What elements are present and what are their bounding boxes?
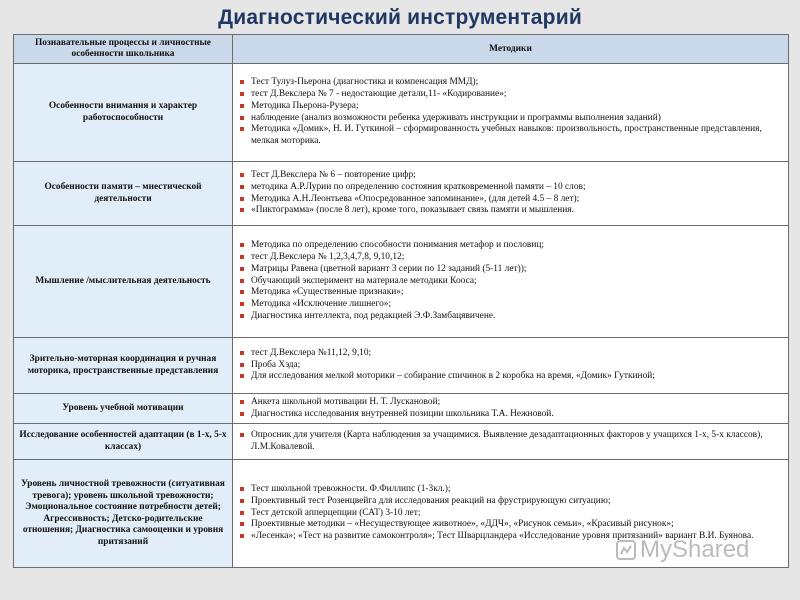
list-item: наблюдение (анализ возможности ребенка удерживать инструкции и программы выполнения заданий) — [239, 113, 784, 125]
list-item: Методика по определению способности понимания метафор и пословиц; — [239, 240, 784, 252]
page-title: Диагностический инструментарий — [218, 6, 582, 29]
myshared-logo-icon — [615, 539, 637, 561]
table-row — [14, 424, 789, 460]
table-row — [14, 226, 789, 338]
list-item: тест Д.Векслера № 7 - недостающие детали,11- «Кодирование»; — [239, 89, 784, 101]
list-item: Обучающий эксперимент на материале методики Кооса; — [239, 276, 784, 288]
list-item: методика А.Р.Лурии по определению состояния кратковременной памяти – 10 слов; — [239, 182, 784, 194]
row-methods — [233, 226, 789, 338]
table-row — [14, 162, 789, 226]
list-item: «Пиктограмма» (после 8 лет), кроме того, показывает связь памяти и мышления. — [239, 205, 784, 217]
header-methods: Методики — [233, 35, 789, 64]
header-area: Познавательные процессы и личностные особенности школьника — [14, 35, 233, 64]
list-item: Диагностика интеллекта, под редакцией Э.Ф.Замбацявичене. — [239, 311, 784, 323]
list-item: Проективный тест Розенцвейга для исследования реакций на фрустрирующую ситуацию; — [239, 496, 784, 508]
watermark-text: MyShared — [640, 536, 750, 563]
list-item: Методика «Домик», Н. И. Гуткиной – сформированность учебных навыков: произвольность, пространственные представления, мелкая моторика. — [239, 124, 784, 148]
row-area: Уровень учебной мотивации — [14, 394, 233, 424]
list-item: Тест Тулуз-Пьерона (диагностика и компенсация ММД); — [239, 77, 784, 89]
methods-table — [13, 34, 789, 568]
list-item: Опросник для учителя (Карта наблюдения за учащимися. Выявление дезадаптационных факторов у учащихся 1-х, 5-х классов), Л.М.Ковалевой. — [239, 430, 784, 454]
list-item: Тест детской апперцепции (САТ) 3-10 лет; — [239, 508, 784, 520]
list-item: тест Д.Векслера № 1,2,3,4,7,8, 9,10,12; — [239, 252, 784, 264]
list-item: тест Д.Векслера №11,12, 9,10; — [239, 348, 784, 360]
list-item: Проективные методики – «Несуществующее животное», «ДДЧ», «Рисунок семьи», «Красивый рисунок»; — [239, 519, 784, 531]
row-area: Исследование особенностей адаптации (в 1-х, 5-х классах) — [14, 424, 233, 460]
list-item: Для исследования мелкой моторики – собирание спичинок в 2 коробка на время, «Домик» Гуткиной; — [239, 371, 784, 383]
table-row — [14, 338, 789, 394]
row-area: Особенности памяти – мнестической деятельности — [14, 162, 233, 226]
row-area: Особенности внимания и характер работоспособности — [14, 64, 233, 162]
table-header-row — [14, 35, 789, 64]
row-area: Мышление /мыслительная деятельность — [14, 226, 233, 338]
list-item: «Лесенка»; «Тест на развитие самоконтроля»; Тест Шварцландера «Исследование уровня притязаний» вариант В.И. Буянова. — [239, 531, 784, 543]
list-item: Диагностика исследования внутренней позиции школьника Т.А. Нежновой. — [239, 409, 784, 421]
watermark — [615, 536, 749, 564]
list-item: Анкета школьной мотивации Н. Т. Лускановой; — [239, 397, 784, 409]
row-methods — [233, 338, 789, 394]
table-row — [14, 64, 789, 162]
list-item: Тест Д.Векслера № 6 – повторение цифр; — [239, 170, 784, 182]
list-item: Методика «Исключение лишнего»; — [239, 299, 784, 311]
list-item: Проба Хэда; — [239, 360, 784, 372]
row-methods — [233, 162, 789, 226]
list-item: Методика «Существенные признаки»; — [239, 287, 784, 299]
list-item: Методика Пьерона-Рузера; — [239, 101, 784, 113]
row-area: Уровень личностной тревожности (ситуативная тревога); уровень школьной тревожности; Эмоциональное состояние потребности детей; Агрессивность; Детско-родительские отношения; Диагностика самооценки и уровня притязаний — [14, 460, 233, 568]
row-methods — [233, 394, 789, 424]
list-item: Методика А.Н.Леонтьева «Опосредованное запоминание», (для детей 4.5 – 8 лет); — [239, 194, 784, 206]
row-methods — [233, 424, 789, 460]
list-item: Тест школьной тревожности. Ф.Филлипс (1-3кл.); — [239, 484, 784, 496]
list-item: Матрицы Равена (цветной вариант 3 серии по 12 заданий (5-11 лет)); — [239, 264, 784, 276]
row-area: Зрительно-моторная координация и ручная моторика, пространственные представления — [14, 338, 233, 394]
row-methods — [233, 64, 789, 162]
table-row — [14, 394, 789, 424]
